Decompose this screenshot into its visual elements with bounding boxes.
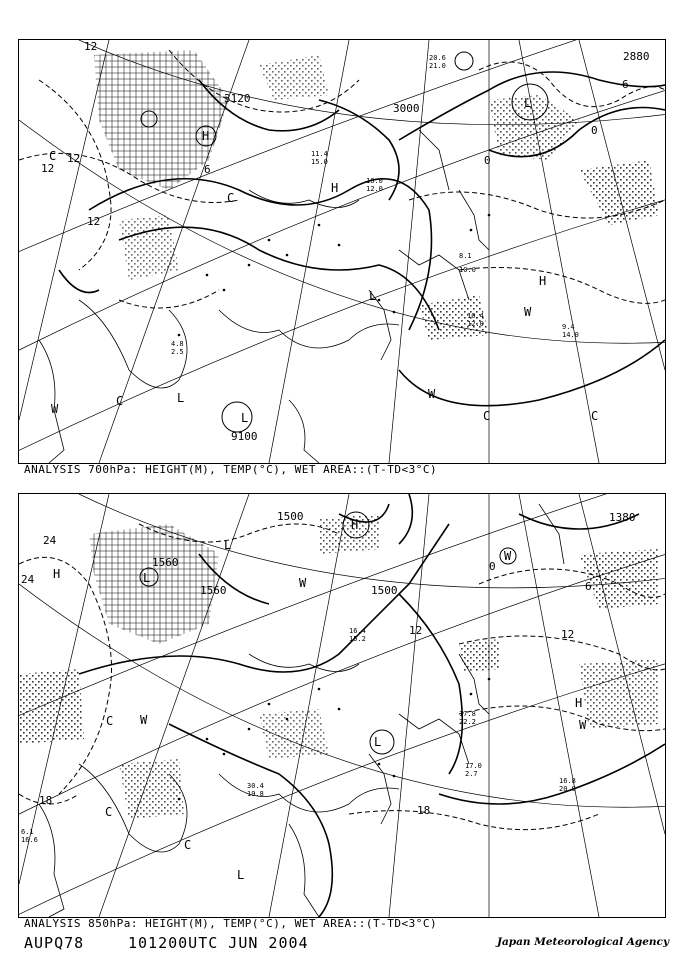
station-value: 6.1 (21, 828, 34, 836)
station-value: 8.1 (459, 252, 472, 260)
station-value: 17.8 (459, 710, 476, 718)
station-value: 18.0 (366, 177, 383, 185)
station-value: 11.4 (311, 150, 328, 158)
contour-label: 3120 (224, 92, 251, 105)
center-label: C (116, 394, 124, 408)
station-value: 9.4 (562, 323, 575, 331)
station-value: 2.5 (171, 348, 184, 356)
center-label: L (143, 571, 151, 585)
center-label: W (299, 576, 307, 590)
center-label: H (202, 129, 210, 143)
center-label: W (579, 718, 587, 732)
station-value: 14.0 (562, 331, 579, 339)
contour-label: 9100 (231, 430, 258, 443)
center-label: L (524, 96, 532, 110)
station-value: 19.8 (247, 790, 264, 798)
contour-label: 3000 (393, 102, 420, 115)
center-label: W (51, 402, 59, 416)
contour-label: 0 (489, 560, 496, 573)
contour-label: 24 (43, 534, 57, 547)
contour-label: 18 (417, 804, 431, 817)
center-label: C (105, 805, 113, 819)
map-850hpa-caption: ANALYSIS 850hPa: HEIGHT(M), TEMP(°C), WET AREA::(T-TD<3°C) (24, 917, 438, 930)
center-label: C (483, 409, 491, 423)
center-label: H (331, 181, 339, 195)
center-label: C (106, 714, 114, 728)
contour-label: 12 (67, 152, 81, 165)
center-label: H (575, 696, 583, 710)
wet-area-shading (94, 50, 659, 340)
station-value: 22.2 (459, 718, 476, 726)
station-value: 20.0 (559, 785, 576, 793)
station-value: 16.8 (559, 777, 576, 785)
station-value: 4.8 (171, 340, 184, 348)
contour-label: 12 (84, 40, 98, 53)
station-value: 17.0 (465, 762, 482, 770)
contour-label: 6 (622, 78, 629, 91)
map-850hpa (18, 493, 666, 918)
station-value: 10.0 (459, 266, 476, 274)
station-value: 10.4 (467, 312, 484, 320)
station-value: 15.0 (311, 158, 328, 166)
center-label: L (369, 289, 377, 303)
map-700hpa-canvas (19, 40, 665, 463)
contour-label: 24 (21, 573, 35, 586)
center-label: H (539, 274, 547, 288)
center-label: C (184, 838, 192, 852)
contour-label: 12 (561, 628, 575, 641)
center-label: L (241, 411, 249, 425)
center-label: L (177, 391, 185, 405)
contour-label: 1500 (371, 584, 398, 597)
contour-label: 12 (87, 215, 101, 228)
chart-code: AUPQ78 (24, 934, 85, 952)
center-label: H (53, 567, 61, 581)
contour-label: 12 (409, 624, 423, 637)
contour-label: 6 (204, 163, 211, 176)
center-label: L (374, 735, 382, 749)
center-label: C (591, 409, 599, 423)
station-value: 12.0 (366, 185, 383, 193)
center-label: W (504, 549, 512, 563)
station-value: 16.4 (349, 627, 366, 635)
station-value: 21.0 (429, 62, 446, 70)
center-label: L (224, 538, 232, 552)
contour-label: 1560 (200, 584, 227, 597)
contour-label: 0 (591, 124, 598, 137)
map-850hpa-canvas (19, 494, 665, 917)
valid-time: 101200UTC JUN 2004 (128, 934, 309, 952)
station-value: 15.2 (349, 635, 366, 643)
map-700hpa-caption: ANALYSIS 700hPa: HEIGHT(M), TEMP(°C), WET AREA::(T-TD<3°C) (24, 463, 438, 476)
map-700hpa (18, 39, 666, 464)
center-label: C (227, 191, 235, 205)
station-value: 20.6 (429, 54, 446, 62)
center-label: H (351, 518, 359, 532)
station-value: 12.0 (467, 320, 484, 328)
contour-label: 0 (484, 154, 491, 167)
contour-label: 1380 (609, 511, 636, 524)
center-label: W (524, 305, 532, 319)
contour-label: 6 (585, 580, 592, 593)
station-value: 2.7 (465, 770, 478, 778)
center-label: L (237, 868, 245, 882)
contour-label: 12 (41, 162, 55, 175)
contour-label: 18 (39, 794, 53, 807)
contour-label: 2880 (623, 50, 650, 63)
agency-credit: Japan Meteorological Agency (497, 936, 670, 948)
center-label: W (428, 387, 436, 401)
center-label: C (49, 149, 57, 163)
contour-label: 1500 (277, 510, 304, 523)
contour-label: 1560 (152, 556, 179, 569)
center-label: W (140, 713, 148, 727)
station-value: 30.4 (247, 782, 264, 790)
station-value: 16.6 (21, 836, 38, 844)
